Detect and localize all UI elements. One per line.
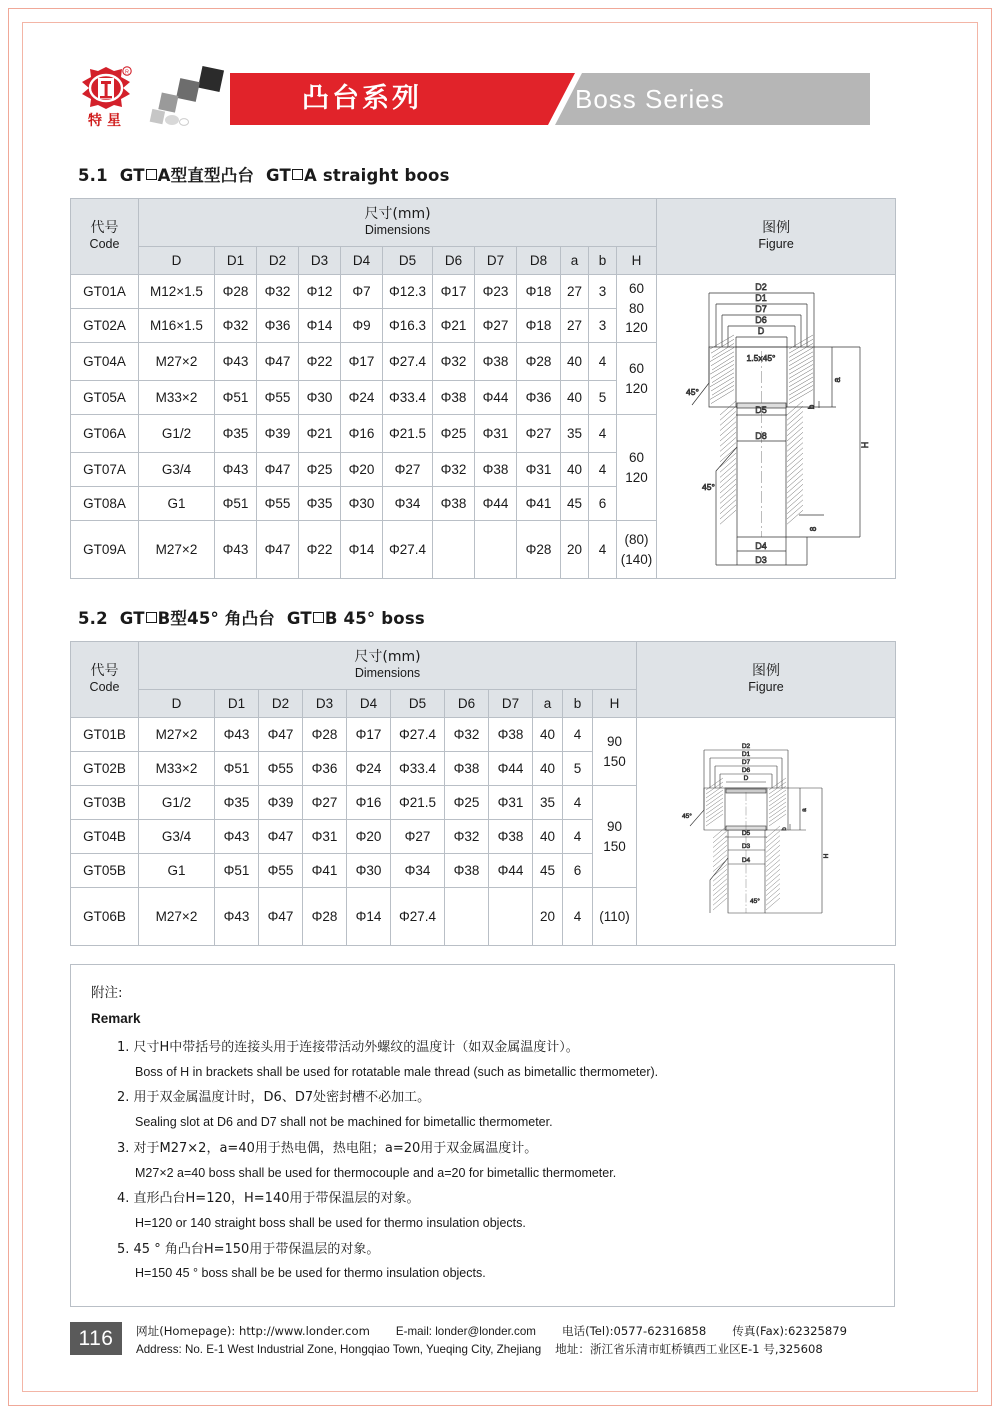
svg-text:D5: D5 <box>741 829 751 837</box>
cell-figure <box>657 275 896 579</box>
remark-title-cn: 附注: <box>91 985 123 1001</box>
cell-d1: Φ43 <box>215 718 259 752</box>
svg-text:D: D <box>743 774 749 782</box>
cell-d: G1 <box>139 854 215 888</box>
header-col-d6: D6 <box>433 247 475 275</box>
header-col-d6: D6 <box>445 690 489 718</box>
section-title-cn-suffix: A型直型凸台 <box>157 166 255 185</box>
svg-text:45°: 45° <box>701 482 715 492</box>
remark-text-cn: 3. 对于M27×2，a=40用于热电偶，热电阻；a=20用于双金属温度计。 <box>117 1140 538 1156</box>
header-col-d5: D5 <box>383 247 433 275</box>
header-col-d7: D7 <box>489 690 533 718</box>
cell-d7 <box>489 888 533 946</box>
svg-text:a: a <box>831 377 842 383</box>
cell-a: 40 <box>533 820 563 854</box>
cell-d6: Φ32 <box>445 820 489 854</box>
cell-d1: Φ35 <box>215 786 259 820</box>
section-title-5-1 <box>78 162 930 186</box>
cell-d3: Φ27 <box>303 786 347 820</box>
section-title-en-suffix: B 45° boss <box>324 609 425 628</box>
remark-title-en: Remark <box>91 1011 141 1026</box>
cell-code: GT03B <box>71 786 139 820</box>
cell-d8: Φ31 <box>517 453 561 487</box>
section-number: 5.2 <box>78 609 108 628</box>
cell-d4: Φ14 <box>347 888 391 946</box>
remark-item <box>117 1036 874 1084</box>
cell-d1: Φ43 <box>215 343 257 381</box>
svg-text:H: H <box>823 853 830 858</box>
cell-d1: Φ51 <box>215 854 259 888</box>
banner-title-cn: 凸台系列 <box>302 83 422 114</box>
table-header-row <box>71 199 896 247</box>
cell-d6: Φ25 <box>445 786 489 820</box>
straight-boss-drawing <box>664 275 889 575</box>
header-col-d2: D2 <box>259 690 303 718</box>
svg-text:D4: D4 <box>741 856 751 864</box>
remark-box <box>70 964 895 1307</box>
cell-d8: Φ41 <box>517 487 561 521</box>
header-col-d7: D7 <box>475 247 517 275</box>
cell-code: GT02A <box>71 309 139 343</box>
cell-d7: Φ38 <box>489 718 533 752</box>
cell-code: GT01B <box>71 718 139 752</box>
svg-text:45°: 45° <box>685 387 699 397</box>
cell-d4: Φ20 <box>347 820 391 854</box>
footer-address-en: Address: No. E-1 West Industrial Zone, Hongqiao Town, Yueqing City, Zhejiang <box>136 1342 542 1356</box>
header-col-d3: D3 <box>299 247 341 275</box>
header-dimensions-group: 尺寸(mm) Dimensions <box>139 199 657 247</box>
cell-d6 <box>433 521 475 579</box>
footer-homepage[interactable]: 网址(Homepage): http://www.londer.com <box>136 1324 370 1338</box>
svg-text:D7: D7 <box>754 304 767 314</box>
cell-a: 40 <box>533 752 563 786</box>
cell-d5: Φ34 <box>391 854 445 888</box>
header-figure: 图例 Figure <box>637 642 896 718</box>
cell-a: 40 <box>561 343 589 381</box>
cell-d2: Φ39 <box>257 415 299 453</box>
cell-d6: Φ38 <box>445 752 489 786</box>
cell-d5: Φ12.3 <box>383 275 433 309</box>
logo-wordmark: 特星 <box>88 113 126 129</box>
cell-code: GT09A <box>71 521 139 579</box>
header-col-b: b <box>589 247 617 275</box>
cell-d7: Φ31 <box>475 415 517 453</box>
cell-b: 6 <box>563 854 593 888</box>
placeholder-square-icon <box>313 612 324 623</box>
cell-d5: Φ27 <box>391 820 445 854</box>
svg-text:45°: 45° <box>750 897 760 905</box>
cell-a: 35 <box>561 415 589 453</box>
cell-d: M33×2 <box>139 381 215 415</box>
header-col-h: H <box>593 690 637 718</box>
footer-tel: 电话(Tel):0577-62316858 <box>561 1324 707 1338</box>
header-col-d2: D2 <box>257 247 299 275</box>
cell-d: G3/4 <box>139 820 215 854</box>
remark-text-en: M27×2 a=40 boss shall be used for thermocouple and a=20 for bimetallic thermometer. <box>135 1165 617 1180</box>
cell-d3: Φ35 <box>299 487 341 521</box>
cell-d1: Φ51 <box>215 752 259 786</box>
cell-d: M12×1.5 <box>139 275 215 309</box>
remark-item <box>117 1238 874 1286</box>
cell-d: M27×2 <box>139 343 215 381</box>
cell-d8: Φ18 <box>517 309 561 343</box>
svg-text:b: b <box>806 404 816 410</box>
remark-text-cn: 5. 45 ° 角凸台H=150用于带保温层的对象。 <box>117 1241 380 1257</box>
page-header <box>70 62 930 136</box>
cell-d: G1/2 <box>139 415 215 453</box>
cell-d8: Φ18 <box>517 275 561 309</box>
svg-text:D8: D8 <box>754 431 767 441</box>
cell-d1: Φ43 <box>215 453 257 487</box>
svg-text:b: b <box>782 826 788 831</box>
cell-h: 60 120 <box>617 415 657 521</box>
cell-d2: Φ47 <box>257 521 299 579</box>
cell-d5: Φ33.4 <box>383 381 433 415</box>
cell-code: GT04A <box>71 343 139 381</box>
cell-d7: Φ38 <box>489 820 533 854</box>
svg-text:8: 8 <box>808 526 818 532</box>
table-header-row <box>71 642 896 690</box>
cell-d: M33×2 <box>139 752 215 786</box>
page-number: 116 <box>70 1322 122 1355</box>
header-figure: 图例 Figure <box>657 199 896 275</box>
cell-b: 6 <box>589 487 617 521</box>
remark-text-en: Boss of H in brackets shall be used for rotatable male thread (such as bimetallic thermometer). <box>135 1064 659 1079</box>
svg-text:D5: D5 <box>754 405 767 415</box>
remark-item <box>117 1086 874 1134</box>
remark-text-en: Sealing slot at D6 and D7 shall not be machined for bimetallic thermometer. <box>135 1115 553 1130</box>
cell-d5: Φ33.4 <box>391 752 445 786</box>
cell-d4: Φ30 <box>347 854 391 888</box>
cell-d6: Φ38 <box>433 487 475 521</box>
cell-d6: Φ38 <box>445 854 489 888</box>
cell-d2: Φ55 <box>257 487 299 521</box>
cell-d3: Φ36 <box>303 752 347 786</box>
cell-d5: Φ27 <box>383 453 433 487</box>
cell-b: 5 <box>563 752 593 786</box>
cell-d8: Φ36 <box>517 381 561 415</box>
cell-d5: Φ21.5 <box>391 786 445 820</box>
decorative-diamonds <box>148 62 230 136</box>
svg-text:H: H <box>859 441 870 449</box>
cell-d7: Φ44 <box>475 381 517 415</box>
cell-code: GT06B <box>71 888 139 946</box>
footer-address-cn: 地址：浙江省乐清市虹桥镇西工业区E-1 号,325608 <box>555 1341 823 1356</box>
header-col-d1: D1 <box>215 690 259 718</box>
header-col-d5: D5 <box>391 690 445 718</box>
placeholder-square-icon <box>292 169 303 180</box>
cell-d3: Φ22 <box>299 521 341 579</box>
cell-b: 4 <box>563 820 593 854</box>
cell-d3: Φ25 <box>299 453 341 487</box>
cell-d4: Φ17 <box>341 343 383 381</box>
cell-d3: Φ41 <box>303 854 347 888</box>
cell-d: M27×2 <box>139 888 215 946</box>
cell-d: G1 <box>139 487 215 521</box>
cell-d1: Φ43 <box>215 521 257 579</box>
svg-text:D2: D2 <box>741 742 751 750</box>
cell-d2: Φ55 <box>259 752 303 786</box>
header-code: 代号 Code <box>71 642 139 718</box>
cell-d2: Φ32 <box>257 275 299 309</box>
cell-d5: Φ21.5 <box>383 415 433 453</box>
cell-a: 35 <box>533 786 563 820</box>
cell-d4: Φ24 <box>347 752 391 786</box>
cell-d7: Φ44 <box>475 487 517 521</box>
svg-text:45°: 45° <box>682 812 692 820</box>
cell-h: 60 120 <box>617 343 657 415</box>
footer-fax: 传真(Fax):62325879 <box>732 1324 847 1338</box>
table-row <box>71 718 896 752</box>
section-title-en-prefix: GT <box>286 609 312 628</box>
cell-d1: Φ51 <box>215 487 257 521</box>
cell-d1: Φ43 <box>215 820 259 854</box>
cell-a: 45 <box>561 487 589 521</box>
cell-d3: Φ30 <box>299 381 341 415</box>
cell-b: 4 <box>589 343 617 381</box>
header-col-d8: D8 <box>517 247 561 275</box>
cell-d2: Φ55 <box>259 854 303 888</box>
cell-d: M27×2 <box>139 718 215 752</box>
svg-text:D: D <box>757 326 764 336</box>
cell-code: GT05A <box>71 381 139 415</box>
cell-d7: Φ23 <box>475 275 517 309</box>
cell-d1: Φ28 <box>215 275 257 309</box>
spec-table-45-boss <box>70 641 896 946</box>
svg-text:D7: D7 <box>741 758 751 766</box>
cell-d6: Φ32 <box>445 718 489 752</box>
cell-d6: Φ25 <box>433 415 475 453</box>
cell-d7 <box>475 521 517 579</box>
section-title-5-2 <box>78 605 930 629</box>
cell-d2: Φ39 <box>259 786 303 820</box>
cell-d4: Φ30 <box>341 487 383 521</box>
cell-code: GT02B <box>71 752 139 786</box>
cell-b: 4 <box>563 718 593 752</box>
header-col-a: a <box>533 690 563 718</box>
cell-h: 90 150 <box>593 718 637 786</box>
table-row <box>71 275 896 309</box>
svg-text:D1: D1 <box>754 293 767 303</box>
cell-d2: Φ47 <box>257 453 299 487</box>
cell-d3: Φ22 <box>299 343 341 381</box>
cell-d1: Φ43 <box>215 888 259 946</box>
cell-d5: Φ34 <box>383 487 433 521</box>
cell-a: 40 <box>561 453 589 487</box>
cell-d6: Φ32 <box>433 453 475 487</box>
section-title-cn-suffix: B型45° 角凸台 <box>157 609 275 628</box>
banner-title-en: Boss Series <box>575 84 725 114</box>
cell-d2: Φ47 <box>257 343 299 381</box>
footer-email[interactable]: E-mail: londer@londer.com <box>395 1325 536 1338</box>
cell-d7: Φ44 <box>489 854 533 888</box>
cell-d3: Φ28 <box>303 888 347 946</box>
cell-d2: Φ36 <box>257 309 299 343</box>
header-col-d1: D1 <box>215 247 257 275</box>
cell-b: 4 <box>589 415 617 453</box>
cell-d3: Φ21 <box>299 415 341 453</box>
cell-d4: Φ20 <box>341 453 383 487</box>
cell-d3: Φ14 <box>299 309 341 343</box>
remark-text-cn: 1. 尺寸H中带括号的连接头用于连接带活动外螺纹的温度计（如双金属温度计）。 <box>117 1040 579 1055</box>
logo-emblem-icon <box>78 65 134 111</box>
remark-text-en: H=150 45 ° boss shall be be used for thermo insulation objects. <box>135 1266 486 1281</box>
header-code: 代号 Code <box>71 199 139 275</box>
header-col-d4: D4 <box>341 247 383 275</box>
header-col-d3: D3 <box>303 690 347 718</box>
cell-d2: Φ47 <box>259 820 303 854</box>
cell-d8: Φ28 <box>517 521 561 579</box>
company-logo <box>70 62 148 136</box>
cell-d6: Φ32 <box>433 343 475 381</box>
cell-d4: Φ24 <box>341 381 383 415</box>
cell-a: 20 <box>561 521 589 579</box>
cell-a: 20 <box>533 888 563 946</box>
cell-d7: Φ38 <box>475 343 517 381</box>
svg-text:D6: D6 <box>754 315 767 325</box>
cell-code: GT01A <box>71 275 139 309</box>
cell-d: M16×1.5 <box>139 309 215 343</box>
cell-d3: Φ28 <box>303 718 347 752</box>
cell-d2: Φ47 <box>259 888 303 946</box>
cell-d7: Φ31 <box>489 786 533 820</box>
cell-b: 4 <box>563 786 593 820</box>
remark-item <box>117 1187 874 1235</box>
cell-d7: Φ44 <box>489 752 533 786</box>
svg-text:D3: D3 <box>741 842 751 850</box>
svg-text:D4: D4 <box>754 541 767 551</box>
cell-d2: Φ47 <box>259 718 303 752</box>
cell-d4: Φ17 <box>347 718 391 752</box>
cell-code: GT06A <box>71 415 139 453</box>
cell-b: 4 <box>563 888 593 946</box>
svg-text:R: R <box>125 69 129 76</box>
angle-boss-drawing <box>666 738 866 923</box>
cell-d: G3/4 <box>139 453 215 487</box>
cell-d3: Φ12 <box>299 275 341 309</box>
cell-a: 40 <box>561 381 589 415</box>
cell-code: GT04B <box>71 820 139 854</box>
remark-text-en: H=120 or 140 straight boss shall be used for thermo insulation objects. <box>135 1216 526 1230</box>
cell-a: 40 <box>533 718 563 752</box>
cell-d5: Φ27.4 <box>383 343 433 381</box>
svg-text:D6: D6 <box>741 766 751 774</box>
cell-code: GT05B <box>71 854 139 888</box>
header-col-d4: D4 <box>347 690 391 718</box>
cell-d: G1/2 <box>139 786 215 820</box>
header-col-b: b <box>563 690 593 718</box>
svg-text:D2: D2 <box>754 282 767 292</box>
placeholder-square-icon <box>146 612 157 623</box>
cell-b: 4 <box>589 521 617 579</box>
cell-d5: Φ16.3 <box>383 309 433 343</box>
header-col-d: D <box>139 247 215 275</box>
section-title-cn-prefix: GT <box>119 166 145 185</box>
svg-text:D3: D3 <box>754 555 767 565</box>
cell-h: 90 150 <box>593 786 637 888</box>
cell-d3: Φ31 <box>303 820 347 854</box>
cell-code: GT07A <box>71 453 139 487</box>
spec-table-straight-boss <box>70 198 896 579</box>
footer-address-row <box>136 1341 930 1359</box>
cell-b: 4 <box>589 453 617 487</box>
cell-d6: Φ38 <box>433 381 475 415</box>
remark-text-cn: 2. 用于双金属温度计时，D6、D7处密封槽不必加工。 <box>117 1090 431 1106</box>
cell-d1: Φ51 <box>215 381 257 415</box>
page-footer <box>70 1322 930 1359</box>
cell-d5: Φ27.4 <box>383 521 433 579</box>
remark-text-cn: 4. 直形凸台H=120，H=140用于带保温层的对象。 <box>117 1191 420 1207</box>
cell-d4: Φ16 <box>347 786 391 820</box>
cell-d7: Φ27 <box>475 309 517 343</box>
cell-a: 27 <box>561 275 589 309</box>
cell-d1: Φ35 <box>215 415 257 453</box>
cell-d5: Φ27.4 <box>391 718 445 752</box>
header-col-h: H <box>617 247 657 275</box>
section-banner <box>230 73 930 125</box>
section-number: 5.1 <box>78 166 108 185</box>
cell-d1: Φ32 <box>215 309 257 343</box>
cell-h: (110) <box>593 888 637 946</box>
section-title-en-prefix: GT <box>266 166 291 185</box>
cell-d4: Φ16 <box>341 415 383 453</box>
remark-item <box>117 1137 874 1185</box>
cell-d7: Φ38 <box>475 453 517 487</box>
placeholder-square-icon <box>146 169 157 180</box>
cell-d4: Φ9 <box>341 309 383 343</box>
svg-text:D1: D1 <box>741 750 751 758</box>
cell-code: GT08A <box>71 487 139 521</box>
section-title-cn-prefix: GT <box>119 609 145 628</box>
section-title-en-suffix: A straight boos <box>303 166 450 185</box>
cell-d6: Φ21 <box>433 309 475 343</box>
svg-text:1.5x45°: 1.5x45° <box>746 353 776 363</box>
header-dimensions-group: 尺寸(mm) Dimensions <box>139 642 637 690</box>
cell-d4: Φ14 <box>341 521 383 579</box>
cell-d8: Φ28 <box>517 343 561 381</box>
cell-d6: Φ17 <box>433 275 475 309</box>
cell-figure <box>637 718 896 946</box>
cell-a: 45 <box>533 854 563 888</box>
cell-h: (80) (140) <box>617 521 657 579</box>
cell-a: 27 <box>561 309 589 343</box>
cell-b: 3 <box>589 275 617 309</box>
cell-d6 <box>445 888 489 946</box>
cell-d: M27×2 <box>139 521 215 579</box>
cell-b: 3 <box>589 309 617 343</box>
cell-b: 5 <box>589 381 617 415</box>
cell-h: 60 80 120 <box>617 275 657 343</box>
svg-text:a: a <box>801 807 808 812</box>
cell-d2: Φ55 <box>257 381 299 415</box>
cell-d8: Φ27 <box>517 415 561 453</box>
header-col-a: a <box>561 247 589 275</box>
cell-d4: Φ7 <box>341 275 383 309</box>
cell-d5: Φ27.4 <box>391 888 445 946</box>
footer-contact-row <box>136 1323 930 1341</box>
header-col-d: D <box>139 690 215 718</box>
